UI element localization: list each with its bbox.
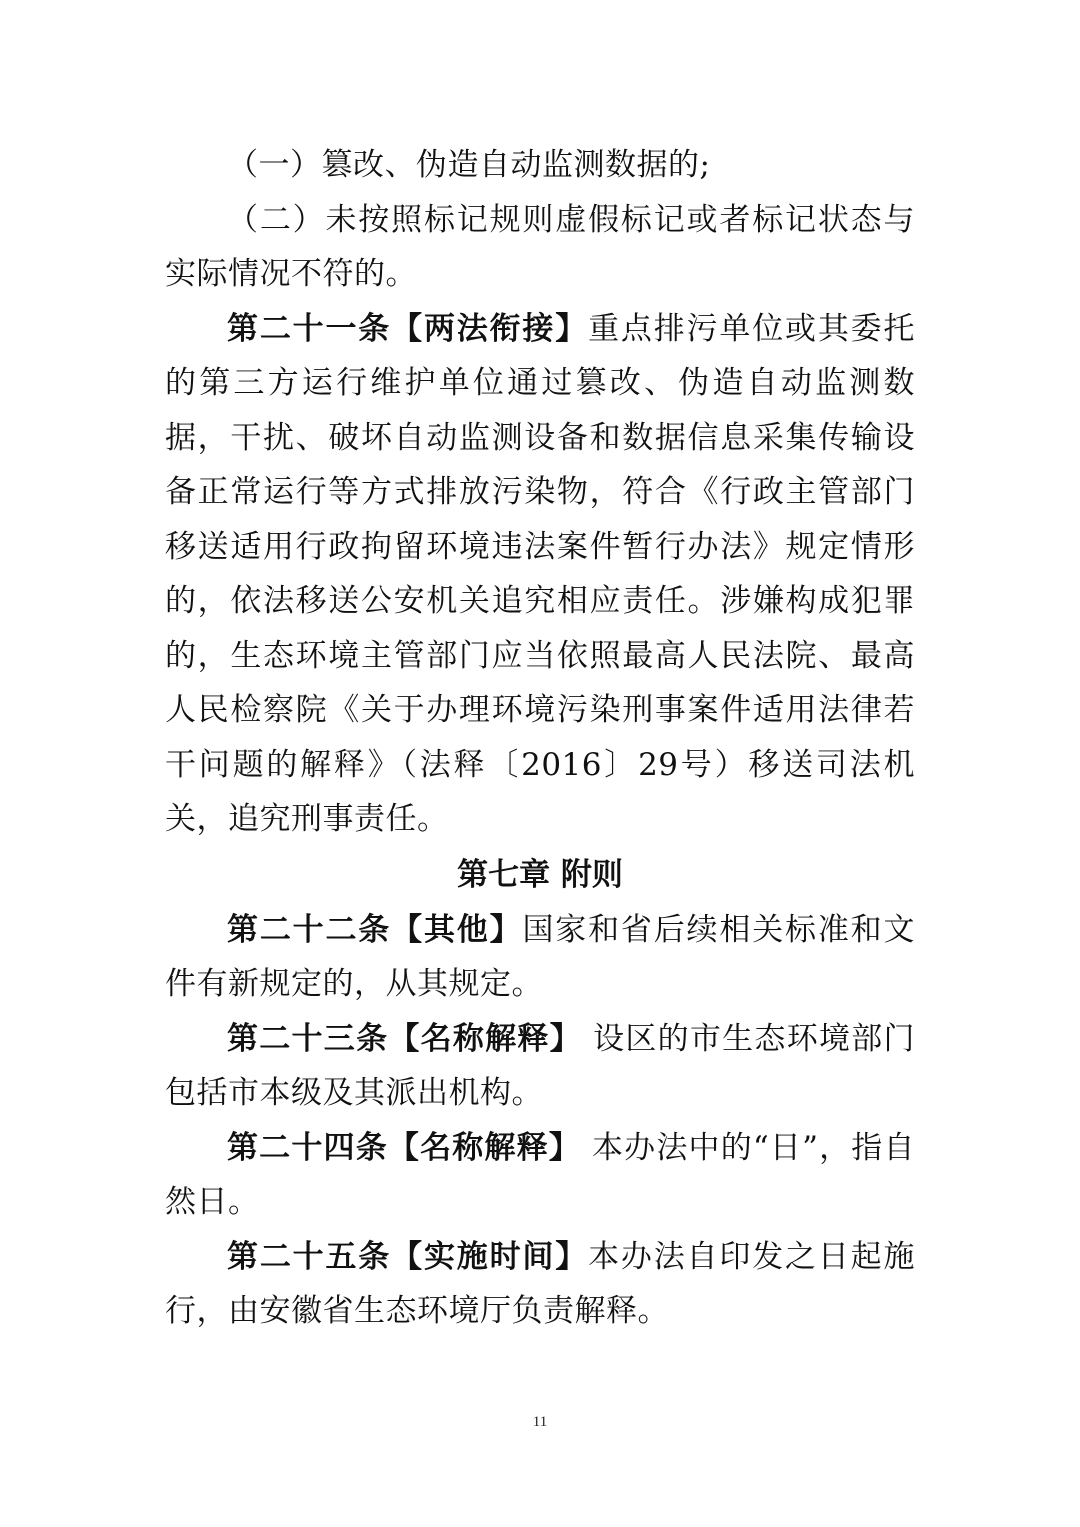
page-number: 11	[532, 1414, 548, 1430]
article-22-heading: 第二十二条【其他】	[227, 911, 523, 948]
article-24-heading: 第二十四条【名称解释】	[227, 1129, 581, 1166]
article-22-text: 国家和省后续相关标准和文件有新规定的，从其规定。	[165, 911, 916, 1002]
article-21-paragraph	[165, 302, 915, 847]
article-24-text: 本办法中的“日”，指自然日。	[165, 1129, 915, 1220]
clause-item-2-text: （二）未按照标记规则虚假标记或者标记状态与实际情况不符的。	[165, 201, 915, 292]
page-content	[165, 138, 915, 1339]
article-23-heading: 第二十三条【名称解释】	[227, 1020, 582, 1057]
article-21-heading: 第二十一条【两法衔接】	[227, 310, 589, 347]
article-25-heading: 第二十五条【实施时间】	[227, 1238, 589, 1275]
article-25-paragraph	[165, 1230, 915, 1339]
article-23-paragraph	[165, 1012, 915, 1121]
article-24-paragraph	[165, 1121, 915, 1230]
chapter-title: 第七章 附则	[457, 856, 623, 893]
article-21-text: 重点排污单位或其委托的第三方运行维护单位通过篡改、伪造自动监测数据，干扰、破坏自动监测设备和数据信息采集传输设备正常运行等方式排放污染物，符合《行政主管部门移送适用行政拘留环境违法案件暂行办法》规定情形的，依法移送公安机关追究相应责任。涉嫌构成犯罪的，生态环境主管部门应当依照最高人民法院、最高人民检察院《关于办理环境污染刑事案件适用法律若干问题的解释》（法释〔2016〕29号）移送司法机关，追究刑事责任。	[165, 310, 916, 837]
clause-item-1-text: （一）篡改、伪造自动监测数据的;	[227, 147, 711, 183]
article-25-text: 本办法自印发之日起施行，由安徽省生态环境厅负责解释。	[165, 1238, 916, 1329]
clause-item-1	[165, 138, 915, 193]
article-23-text: 设区的市生态环境部门包括市本级及其派出机构。	[165, 1020, 916, 1111]
article-22-paragraph	[165, 903, 915, 1012]
clause-item-2	[165, 193, 915, 302]
